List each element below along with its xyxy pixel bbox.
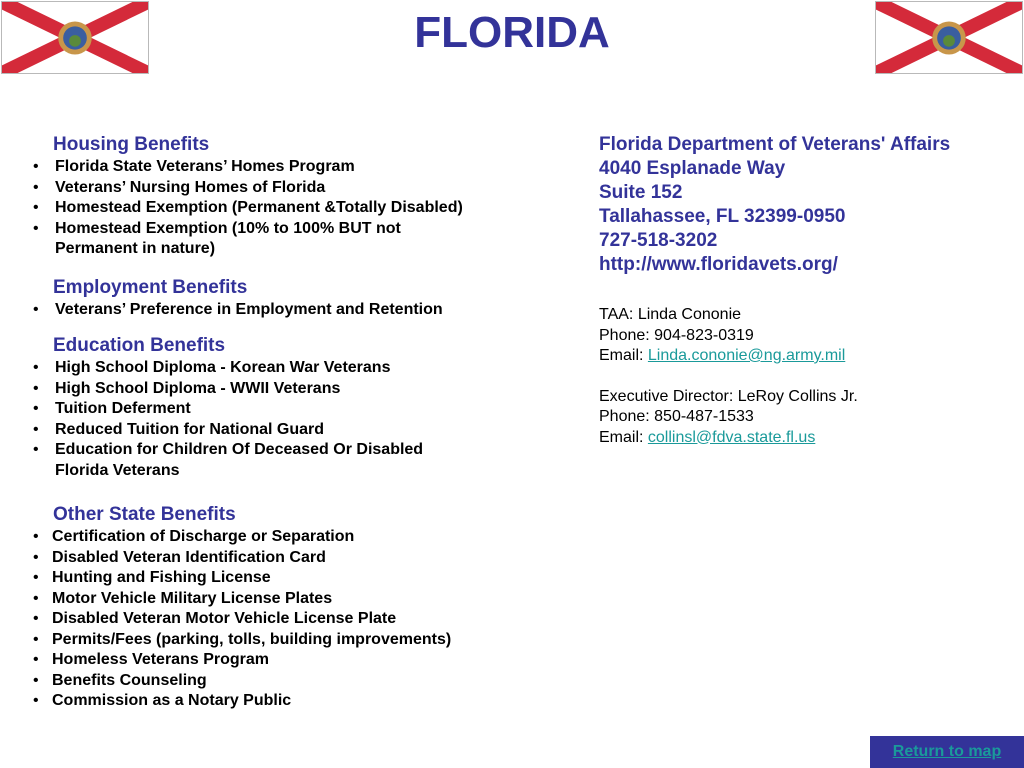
taa-email-link[interactable]: Linda.cononie@ng.army.mil (647, 347, 846, 364)
list-item: • Certification of Discharge or Separation (32, 527, 552, 548)
list-item: • Permits/Fees (parking, tolls, building improvements) (32, 630, 552, 651)
employment-heading: Employment Benefits (53, 276, 248, 298)
taa-email-label: Email: (599, 347, 648, 364)
list-item: • Veterans’ Preference in Employment and Retention (32, 300, 552, 321)
taa-phone: Phone: 904-823-0319 (599, 326, 754, 344)
director-email-row (599, 428, 1009, 449)
org-name: Florida Department of Veterans' Affairs (599, 134, 951, 155)
list-item: • Homeless Veterans Program (32, 650, 552, 671)
other-list (32, 527, 552, 712)
list-item: • Education for Children Of Deceased Or Disabled Florida Veterans (32, 440, 475, 481)
director-name: Executive Director: LeRoy Collins Jr. (599, 387, 858, 405)
list-item: • Veterans’ Nursing Homes of Florida (32, 178, 552, 199)
org-website[interactable]: http://www.floridavets.org/ (599, 254, 838, 275)
organization-block (599, 133, 1009, 277)
taa-name: TAA: Linda Cononie (599, 306, 742, 323)
list-item: • High School Diploma - WWII Veterans (32, 379, 552, 400)
education-heading: Education Benefits (53, 335, 226, 356)
list-item: • High School Diploma - Korean War Veterans (32, 358, 552, 379)
org-city: Tallahassee, FL 32399-0950 (599, 206, 846, 227)
page-title: FLORIDA (414, 8, 610, 57)
list-item: • Commission as a Notary Public (32, 691, 552, 712)
list-item: • Disabled Veteran Identification Card (32, 548, 552, 569)
org-address-line1: 4040 Esplanade Way (599, 158, 786, 179)
other-section (32, 503, 552, 712)
list-item: • Florida State Veterans’ Homes Program (32, 157, 552, 178)
housing-section (32, 133, 552, 260)
org-phone: 727-518-3202 (599, 230, 718, 251)
list-item: • Homestead Exemption (Permanent &Totally Disabled) (32, 198, 552, 219)
director-phone: Phone: 850-487-1533 (599, 408, 754, 425)
return-to-map-button[interactable]: Return to map (870, 736, 1024, 768)
org-address-line2: Suite 152 (599, 182, 683, 203)
education-section (32, 334, 552, 481)
list-item: • Disabled Veteran Motor Vehicle License Plate (32, 609, 552, 630)
employment-section (32, 276, 552, 321)
housing-list (32, 157, 552, 260)
list-item: • Benefits Counseling (32, 671, 552, 692)
contact-column (599, 133, 1009, 448)
list-item: • Homestead Exemption (10% to 100% BUT not Permanent in nature) (32, 219, 455, 260)
other-heading: Other State Benefits (53, 504, 236, 525)
taa-email-row (599, 346, 1009, 367)
director-email-link[interactable]: collinsl@fdva.state.fl.us (647, 428, 816, 446)
director-email-label: Email: (599, 428, 648, 446)
list-item: • Tuition Deferment (32, 399, 552, 420)
education-list (32, 358, 552, 481)
housing-heading: Housing Benefits (53, 134, 210, 155)
benefits-column (32, 133, 552, 728)
director-contact (599, 387, 1009, 449)
list-item: • Hunting and Fishing License (32, 568, 552, 589)
list-item: • Reduced Tuition for National Guard (32, 420, 552, 441)
employment-list (32, 300, 552, 321)
taa-contact (599, 305, 1009, 367)
list-item: • Motor Vehicle Military License Plates (32, 589, 552, 610)
